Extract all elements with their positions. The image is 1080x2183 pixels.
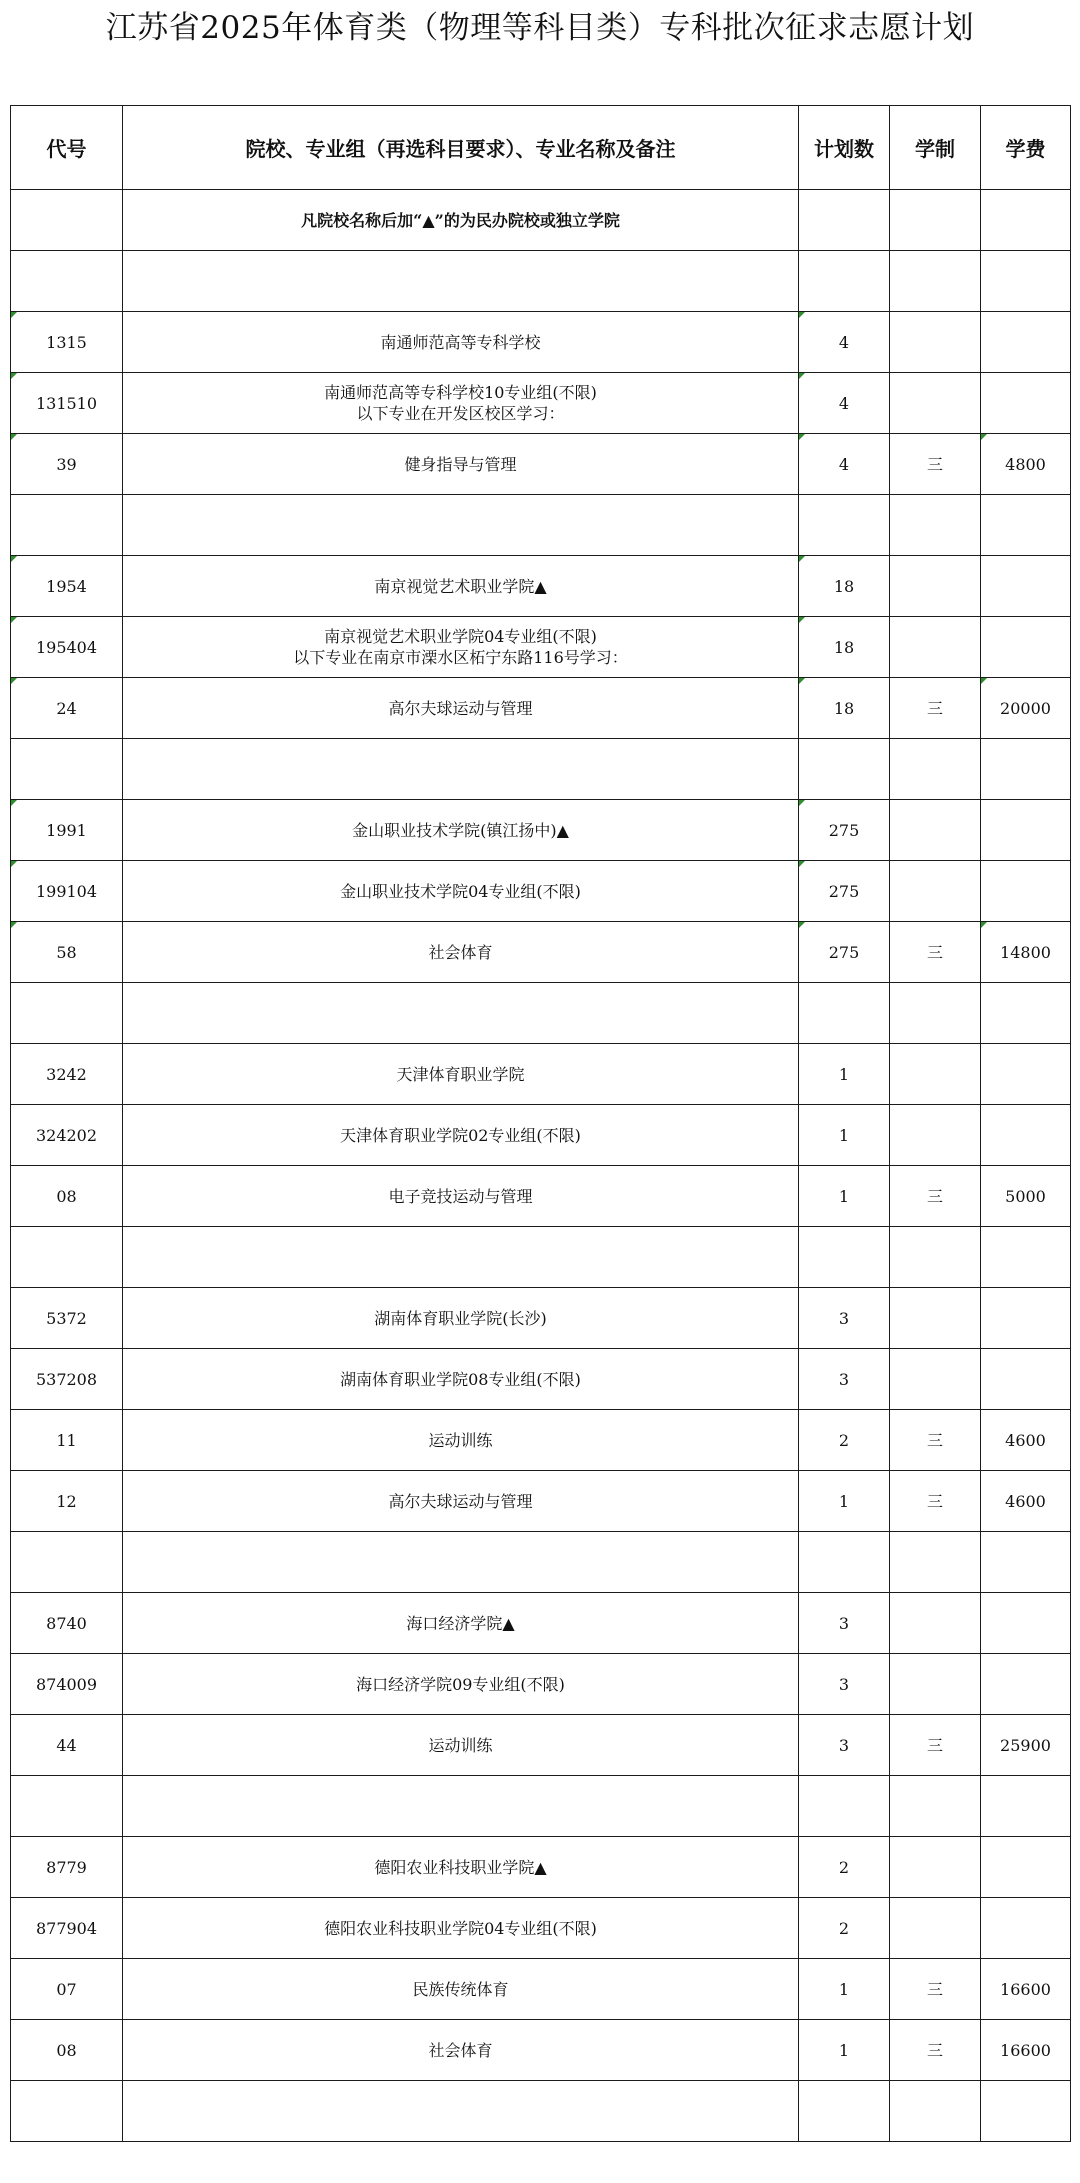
header-name: 院校、专业组（再选科目要求）、专业名称及备注 <box>123 106 799 190</box>
spacer-row <box>11 739 1071 800</box>
note-row <box>11 190 1071 251</box>
code-cell: 44 <box>11 1715 123 1776</box>
note-text: 凡院校名称后加“▲”的为民办院校或独立学院 <box>123 190 799 251</box>
table-row <box>11 1044 1071 1105</box>
name-line: 湖南体育职业学院08专业组(不限) <box>340 1369 581 1389</box>
table-row <box>11 678 1071 739</box>
years-cell <box>890 1837 981 1898</box>
code-cell: 199104 <box>11 861 123 922</box>
code-cell: 874009 <box>11 1654 123 1715</box>
plan-cell: 18 <box>799 556 890 617</box>
name-cell <box>123 739 799 800</box>
plan-cell: 275 <box>799 922 890 983</box>
name-cell <box>123 1227 799 1288</box>
code-cell: 07 <box>11 1959 123 2020</box>
spacer-row <box>11 2081 1071 2142</box>
plan-cell: 2 <box>799 1837 890 1898</box>
name-line: 电子竞技运动与管理 <box>388 1186 533 1206</box>
table-row <box>11 434 1071 495</box>
plan-cell: 1 <box>799 1105 890 1166</box>
table-row <box>11 556 1071 617</box>
years-cell <box>890 617 981 678</box>
code-cell <box>11 1227 123 1288</box>
note-years-cell <box>890 190 981 251</box>
name-cell <box>123 1044 799 1105</box>
name-cell <box>123 1471 799 1532</box>
fee-cell <box>981 1532 1071 1593</box>
table-row <box>11 1593 1071 1654</box>
code-cell: 24 <box>11 678 123 739</box>
table-row <box>11 800 1071 861</box>
years-cell: 三 <box>890 1715 981 1776</box>
years-cell <box>890 739 981 800</box>
table-row <box>11 1288 1071 1349</box>
table-row <box>11 1349 1071 1410</box>
fee-cell <box>981 556 1071 617</box>
years-cell <box>890 1593 981 1654</box>
years-cell <box>890 251 981 312</box>
years-cell <box>890 1349 981 1410</box>
code-cell: 3242 <box>11 1044 123 1105</box>
fee-cell <box>981 617 1071 678</box>
table-row <box>11 617 1071 678</box>
years-cell: 三 <box>890 2020 981 2081</box>
name-cell <box>123 861 799 922</box>
plan-cell: 3 <box>799 1288 890 1349</box>
years-cell: 三 <box>890 1410 981 1471</box>
name-line: 天津体育职业学院02专业组(不限) <box>340 1125 581 1145</box>
years-cell <box>890 800 981 861</box>
table-row <box>11 861 1071 922</box>
name-cell <box>123 2081 799 2142</box>
years-cell <box>890 983 981 1044</box>
header-plan: 计划数 <box>799 106 890 190</box>
code-cell: 5372 <box>11 1288 123 1349</box>
fee-cell <box>981 1776 1071 1837</box>
plan-cell: 1 <box>799 1959 890 2020</box>
name-line: 海口经济学院▲ <box>406 1613 515 1633</box>
name-line: 高尔夫球运动与管理 <box>388 1491 533 1511</box>
fee-cell <box>981 1288 1071 1349</box>
plan-cell: 4 <box>799 373 890 434</box>
years-cell: 三 <box>890 1959 981 2020</box>
name-cell <box>123 800 799 861</box>
plan-cell: 2 <box>799 1898 890 1959</box>
name-line: 金山职业技术学院(镇江扬中)▲ <box>352 820 569 840</box>
table-row <box>11 1959 1071 2020</box>
name-cell <box>123 1410 799 1471</box>
code-cell: 08 <box>11 1166 123 1227</box>
note-code-cell <box>11 190 123 251</box>
name-line: 民族传统体育 <box>412 1979 509 1999</box>
note-plan-cell <box>799 190 890 251</box>
name-line: 湖南体育职业学院(长沙) <box>374 1308 547 1328</box>
code-cell <box>11 739 123 800</box>
plan-cell <box>799 2081 890 2142</box>
table-row <box>11 1837 1071 1898</box>
header-fee: 学费 <box>981 106 1071 190</box>
spacer-row <box>11 495 1071 556</box>
code-cell <box>11 1776 123 1837</box>
fee-cell <box>981 1044 1071 1105</box>
code-cell <box>11 495 123 556</box>
plan-cell <box>799 983 890 1044</box>
name-cell <box>123 1654 799 1715</box>
name-line: 健身指导与管理 <box>404 454 517 474</box>
plan-cell <box>799 495 890 556</box>
name-line: 德阳农业科技职业学院04专业组(不限) <box>324 1918 597 1938</box>
name-cell <box>123 1776 799 1837</box>
name-cell <box>123 312 799 373</box>
name-line: 社会体育 <box>428 2040 493 2060</box>
years-cell <box>890 1288 981 1349</box>
name-cell <box>123 251 799 312</box>
code-cell: 1315 <box>11 312 123 373</box>
name-cell <box>123 1593 799 1654</box>
name-line: 海口经济学院09专业组(不限) <box>356 1674 565 1694</box>
name-cell <box>123 434 799 495</box>
code-cell: 12 <box>11 1471 123 1532</box>
name-cell <box>123 983 799 1044</box>
spacer-row <box>11 1227 1071 1288</box>
fee-cell <box>981 1349 1071 1410</box>
table-row <box>11 312 1071 373</box>
name-cell <box>123 1715 799 1776</box>
spacer-row <box>11 1532 1071 1593</box>
fee-cell: 16600 <box>981 1959 1071 2020</box>
fee-cell <box>981 1105 1071 1166</box>
plan-cell: 4 <box>799 434 890 495</box>
name-cell <box>123 1837 799 1898</box>
table-header-row <box>11 106 1071 190</box>
fee-cell <box>981 1654 1071 1715</box>
years-cell <box>890 861 981 922</box>
years-cell: 三 <box>890 1471 981 1532</box>
fee-cell: 5000 <box>981 1166 1071 1227</box>
fee-cell <box>981 495 1071 556</box>
note-fee-cell <box>981 190 1071 251</box>
table-row <box>11 1166 1071 1227</box>
code-cell: 877904 <box>11 1898 123 1959</box>
code-cell: 324202 <box>11 1105 123 1166</box>
plan-cell <box>799 1776 890 1837</box>
years-cell <box>890 1776 981 1837</box>
plan-cell <box>799 739 890 800</box>
plan-cell <box>799 1532 890 1593</box>
years-cell <box>890 495 981 556</box>
table-row <box>11 1471 1071 1532</box>
fee-cell <box>981 1898 1071 1959</box>
page-title: 江苏省2025年体育类（物理等科目类）专科批次征求志愿计划 <box>105 10 975 46</box>
fee-cell: 4600 <box>981 1410 1071 1471</box>
plan-cell: 1 <box>799 1166 890 1227</box>
years-cell <box>890 1044 981 1105</box>
code-cell: 11 <box>11 1410 123 1471</box>
fee-cell: 4800 <box>981 434 1071 495</box>
fee-cell <box>981 373 1071 434</box>
fee-cell: 25900 <box>981 1715 1071 1776</box>
code-cell: 131510 <box>11 373 123 434</box>
name-cell <box>123 678 799 739</box>
plan-cell: 3 <box>799 1715 890 1776</box>
fee-cell: 16600 <box>981 2020 1071 2081</box>
code-cell <box>11 2081 123 2142</box>
fee-cell <box>981 800 1071 861</box>
years-cell: 三 <box>890 922 981 983</box>
code-cell: 195404 <box>11 617 123 678</box>
fee-cell <box>981 312 1071 373</box>
plan-cell: 18 <box>799 678 890 739</box>
years-cell <box>890 1532 981 1593</box>
plan-cell: 1 <box>799 2020 890 2081</box>
years-cell <box>890 1227 981 1288</box>
table-row <box>11 1654 1071 1715</box>
name-line: 运动训练 <box>428 1735 493 1755</box>
table-row <box>11 1715 1071 1776</box>
plan-cell: 3 <box>799 1593 890 1654</box>
years-cell: 三 <box>890 678 981 739</box>
fee-cell <box>981 861 1071 922</box>
name-remark-line: 以下专业在开发区校区学习： <box>356 404 565 423</box>
plan-table <box>10 105 1071 2142</box>
code-cell: 1954 <box>11 556 123 617</box>
code-cell <box>11 983 123 1044</box>
code-cell: 39 <box>11 434 123 495</box>
plan-cell: 2 <box>799 1410 890 1471</box>
name-cell <box>123 617 799 678</box>
fee-cell <box>981 2081 1071 2142</box>
code-cell <box>11 251 123 312</box>
code-cell <box>11 1532 123 1593</box>
code-cell: 8740 <box>11 1593 123 1654</box>
plan-cell: 1 <box>799 1044 890 1105</box>
name-line: 天津体育职业学院 <box>396 1064 525 1084</box>
table-row <box>11 373 1071 434</box>
fee-cell <box>981 983 1071 1044</box>
header-code: 代号 <box>11 106 123 190</box>
name-remark-line: 以下专业在南京市溧水区柘宁东路116号学习： <box>293 648 628 667</box>
years-cell <box>890 2081 981 2142</box>
table-row <box>11 1410 1071 1471</box>
header-years: 学制 <box>890 106 981 190</box>
fee-cell: 20000 <box>981 678 1071 739</box>
name-cell <box>123 556 799 617</box>
name-line: 社会体育 <box>428 942 493 962</box>
name-line: 南通师范高等专科学校 <box>380 332 541 352</box>
spacer-row <box>11 983 1071 1044</box>
name-cell <box>123 1898 799 1959</box>
years-cell <box>890 1654 981 1715</box>
name-line: 德阳农业科技职业学院▲ <box>374 1857 547 1877</box>
name-cell <box>123 1349 799 1410</box>
fee-cell <box>981 1593 1071 1654</box>
years-cell: 三 <box>890 1166 981 1227</box>
plan-cell <box>799 251 890 312</box>
fee-cell <box>981 739 1071 800</box>
spacer-row <box>11 1776 1071 1837</box>
plan-cell: 3 <box>799 1349 890 1410</box>
name-line: 南通师范高等专科学校10专业组(不限) <box>324 383 597 402</box>
plan-cell: 18 <box>799 617 890 678</box>
name-cell <box>123 1166 799 1227</box>
code-cell: 58 <box>11 922 123 983</box>
name-line: 南京视觉艺术职业学院04专业组(不限) <box>324 627 597 646</box>
code-cell: 537208 <box>11 1349 123 1410</box>
years-cell <box>890 1898 981 1959</box>
years-cell <box>890 312 981 373</box>
name-cell <box>123 1532 799 1593</box>
table-row <box>11 1898 1071 1959</box>
years-cell: 三 <box>890 434 981 495</box>
fee-cell <box>981 1837 1071 1898</box>
plan-cell: 275 <box>799 800 890 861</box>
name-cell <box>123 2020 799 2081</box>
spacer-row <box>11 251 1071 312</box>
name-cell <box>123 373 799 434</box>
name-line: 南京视觉艺术职业学院▲ <box>374 576 547 596</box>
fee-cell <box>981 1227 1071 1288</box>
plan-cell: 1 <box>799 1471 890 1532</box>
table-row <box>11 1105 1071 1166</box>
table-row <box>11 922 1071 983</box>
fee-cell <box>981 251 1071 312</box>
name-line: 运动训练 <box>428 1430 493 1450</box>
years-cell <box>890 1105 981 1166</box>
years-cell <box>890 373 981 434</box>
name-cell <box>123 922 799 983</box>
name-cell <box>123 495 799 556</box>
name-line: 金山职业技术学院04专业组(不限) <box>340 881 581 901</box>
name-line: 高尔夫球运动与管理 <box>388 698 533 718</box>
name-cell <box>123 1105 799 1166</box>
name-cell <box>123 1288 799 1349</box>
fee-cell: 4600 <box>981 1471 1071 1532</box>
table-row <box>11 2020 1071 2081</box>
fee-cell: 14800 <box>981 922 1071 983</box>
plan-cell: 3 <box>799 1654 890 1715</box>
plan-cell: 275 <box>799 861 890 922</box>
code-cell: 08 <box>11 2020 123 2081</box>
code-cell: 8779 <box>11 1837 123 1898</box>
years-cell <box>890 556 981 617</box>
plan-cell <box>799 1227 890 1288</box>
plan-cell: 4 <box>799 312 890 373</box>
code-cell: 1991 <box>11 800 123 861</box>
name-cell <box>123 1959 799 2020</box>
